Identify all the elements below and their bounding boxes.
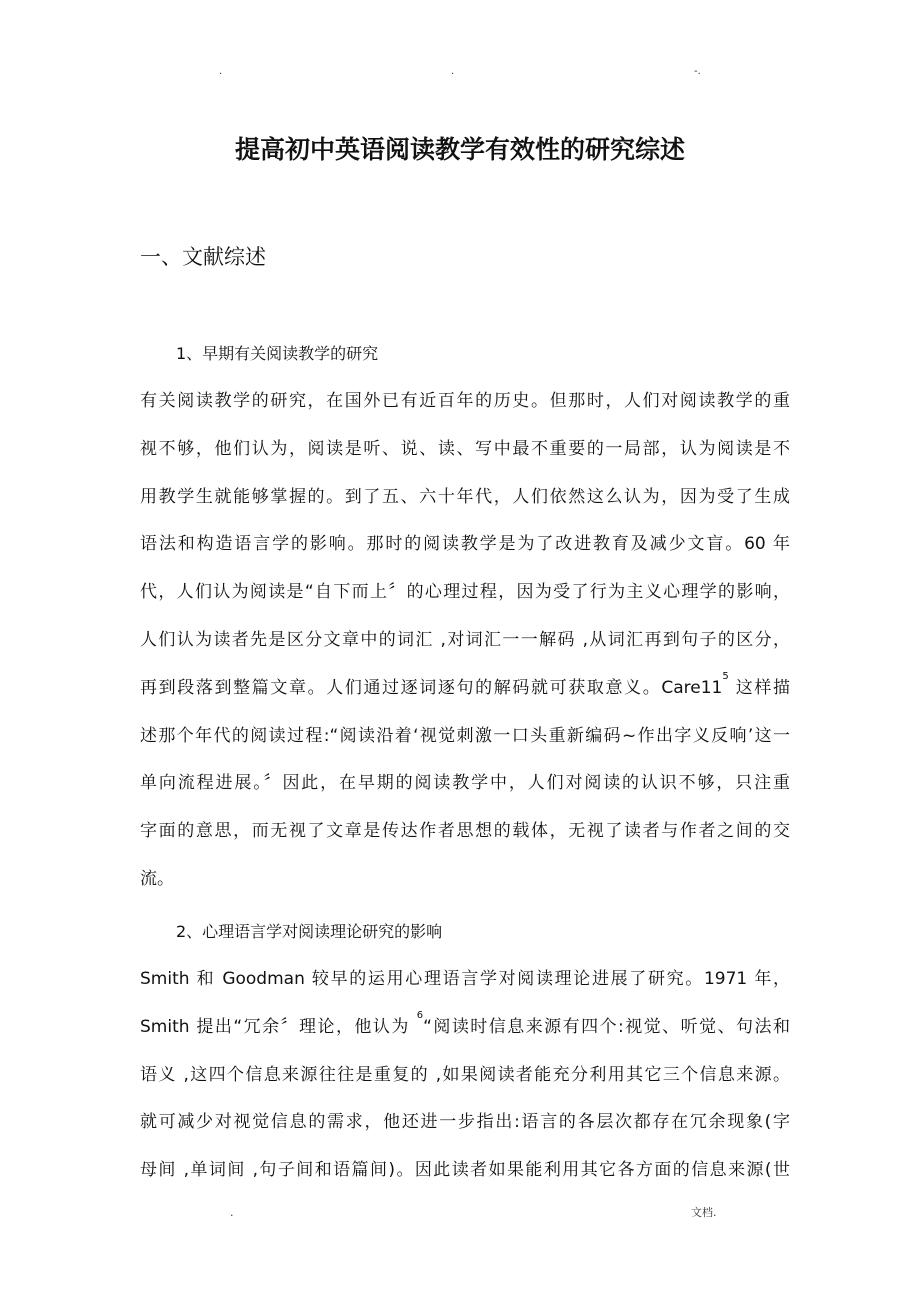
paragraph-line: 流。: [140, 868, 174, 889]
header-mark-left: .: [219, 66, 223, 77]
header-mark-right: -.: [694, 66, 701, 77]
line-text-tail: “阅读时信息来源有四个:视觉、听觉、句法和: [423, 1016, 790, 1037]
paragraph-line: 视不够，他们认为，阅读是听、说、读、写中最不重要的一局部，认为阅读是不: [140, 438, 790, 459]
paragraph-line: 人们认为读者先是区分文章中的词汇 ,对词汇一一解码 ,从词汇再到句子的区分，: [140, 629, 790, 650]
footer-doc-label: 文档.: [691, 1206, 717, 1219]
paragraph-line: 代，人们认为阅读是“自下而上〞的心理过程，因为受了行为主义心理学的影响，: [140, 582, 790, 603]
header-mark-center: .: [451, 66, 455, 77]
paragraph-line: 就可减少对视觉信息的需求，他还进一步指出:语言的各层次都存在冗余现象(字: [140, 1112, 790, 1133]
paragraph-line-with-footnote: [140, 671, 790, 719]
paragraph-line: 字面的意思，而无视了文章是传达作者思想的载体，无视了读者与作者之间的交: [140, 821, 790, 842]
paragraph-line: 用教学生就能够掌握的。到了五、六十年代，人们依然这么认为，因为受了生成: [140, 486, 790, 507]
footer-mark-left: .: [230, 1206, 234, 1219]
paragraph-line: 述那个年代的阅读过程:“阅读沿着‘视觉刺激一口头重新编码~作出字义反响’这一: [140, 725, 790, 746]
subsection-heading-1: 1、早期有关阅读教学的研究: [176, 344, 379, 363]
paragraph-line: 母间 ,单词间 ,句子间和语篇间)。因此读者如果能利用其它各方面的信息来源(世: [140, 1160, 790, 1181]
paragraph-line: 有关阅读教学的研究，在国外已有近百年的历史。但那时，人们对阅读教学的重: [140, 391, 790, 411]
footnote-ref: 6: [416, 1009, 424, 1021]
line-text-tail: 这样描: [735, 677, 791, 698]
paragraph-line: 语法和构造语言学的影响。那时的阅读教学是为了改进教育及减少文盲。60 年: [140, 534, 790, 555]
document-title: 提高初中英语阅读教学有效性的研究综述: [234, 135, 685, 164]
line-text: Smith 提出“冗余〞理论，他认为: [140, 1016, 410, 1037]
paragraph-line: 语义 ,这四个信息来源往往是重复的 ,如果阅读者能充分利用其它三个信息来源。: [140, 1064, 790, 1085]
line-text: 再到段落到整篇文章。人们通过逐词逐句的解码就可获取意义。Care11: [140, 677, 723, 698]
paragraph-2: [140, 962, 790, 1201]
footnote-ref: 5: [722, 670, 729, 682]
paragraph-line-with-footnote: [140, 1010, 790, 1058]
paragraph-line: 单向流程进展。〞因此，在早期的阅读教学中，人们对阅读的认识不够，只注重: [140, 773, 790, 794]
paragraph-line: Smith 和 Goodman 较早的运用心理语言学对阅读理论进展了研究。1971 年，: [140, 969, 790, 989]
paragraph-1: [140, 384, 790, 910]
subsection-heading-2: 2、心理语言学对阅读理论研究的影响: [176, 922, 443, 941]
section-heading: 一、文献综述: [140, 245, 266, 269]
